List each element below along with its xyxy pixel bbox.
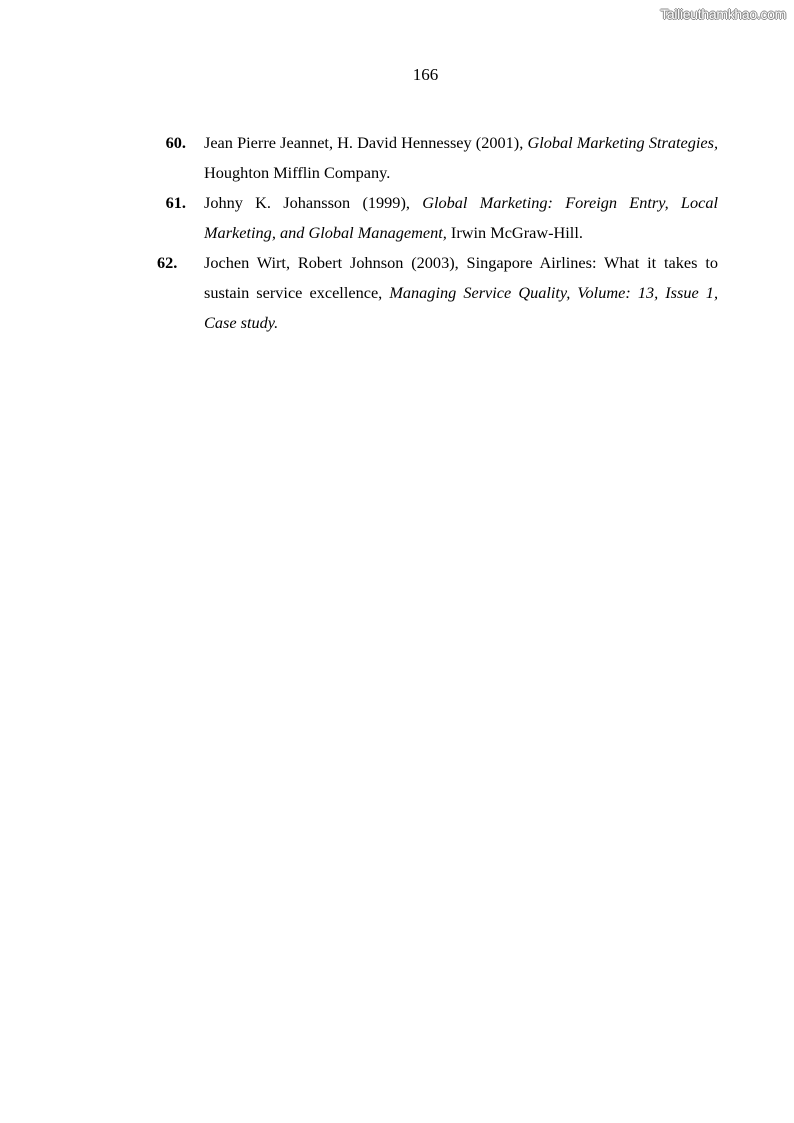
reference-authors: Johny K. Johansson (1999), [204,193,423,212]
reference-item [157,248,719,338]
reference-title: Global Marketing: Foreign Entry, Local Marketing, and Global Management, [204,193,719,242]
reference-title: Global Marketing Strategies, [527,133,719,152]
reference-number: 62. [157,253,178,272]
reference-publisher: Irwin McGraw-Hill. [446,223,583,242]
reference-journal: Managing Service Quality, Volume: 13, Issue 1, Case study. [204,283,719,332]
reference-list [0,128,794,338]
reference-item [165,128,719,188]
reference-number: 61. [165,193,186,212]
watermark: Tailieuthamkhao.com [660,6,786,22]
reference-number: 60. [165,133,186,152]
reference-authors-title: Jochen Wirt, Robert Johnson (2003), Singapore Airlines: What it takes to sustain service excellence, [204,253,718,302]
reference-publisher: Houghton Mifflin Company. [204,163,391,182]
page-number: 166 [412,65,439,84]
reference-item [165,188,719,248]
reference-authors: Jean Pierre Jeannet, H. David Hennessey (2001), [204,133,528,152]
